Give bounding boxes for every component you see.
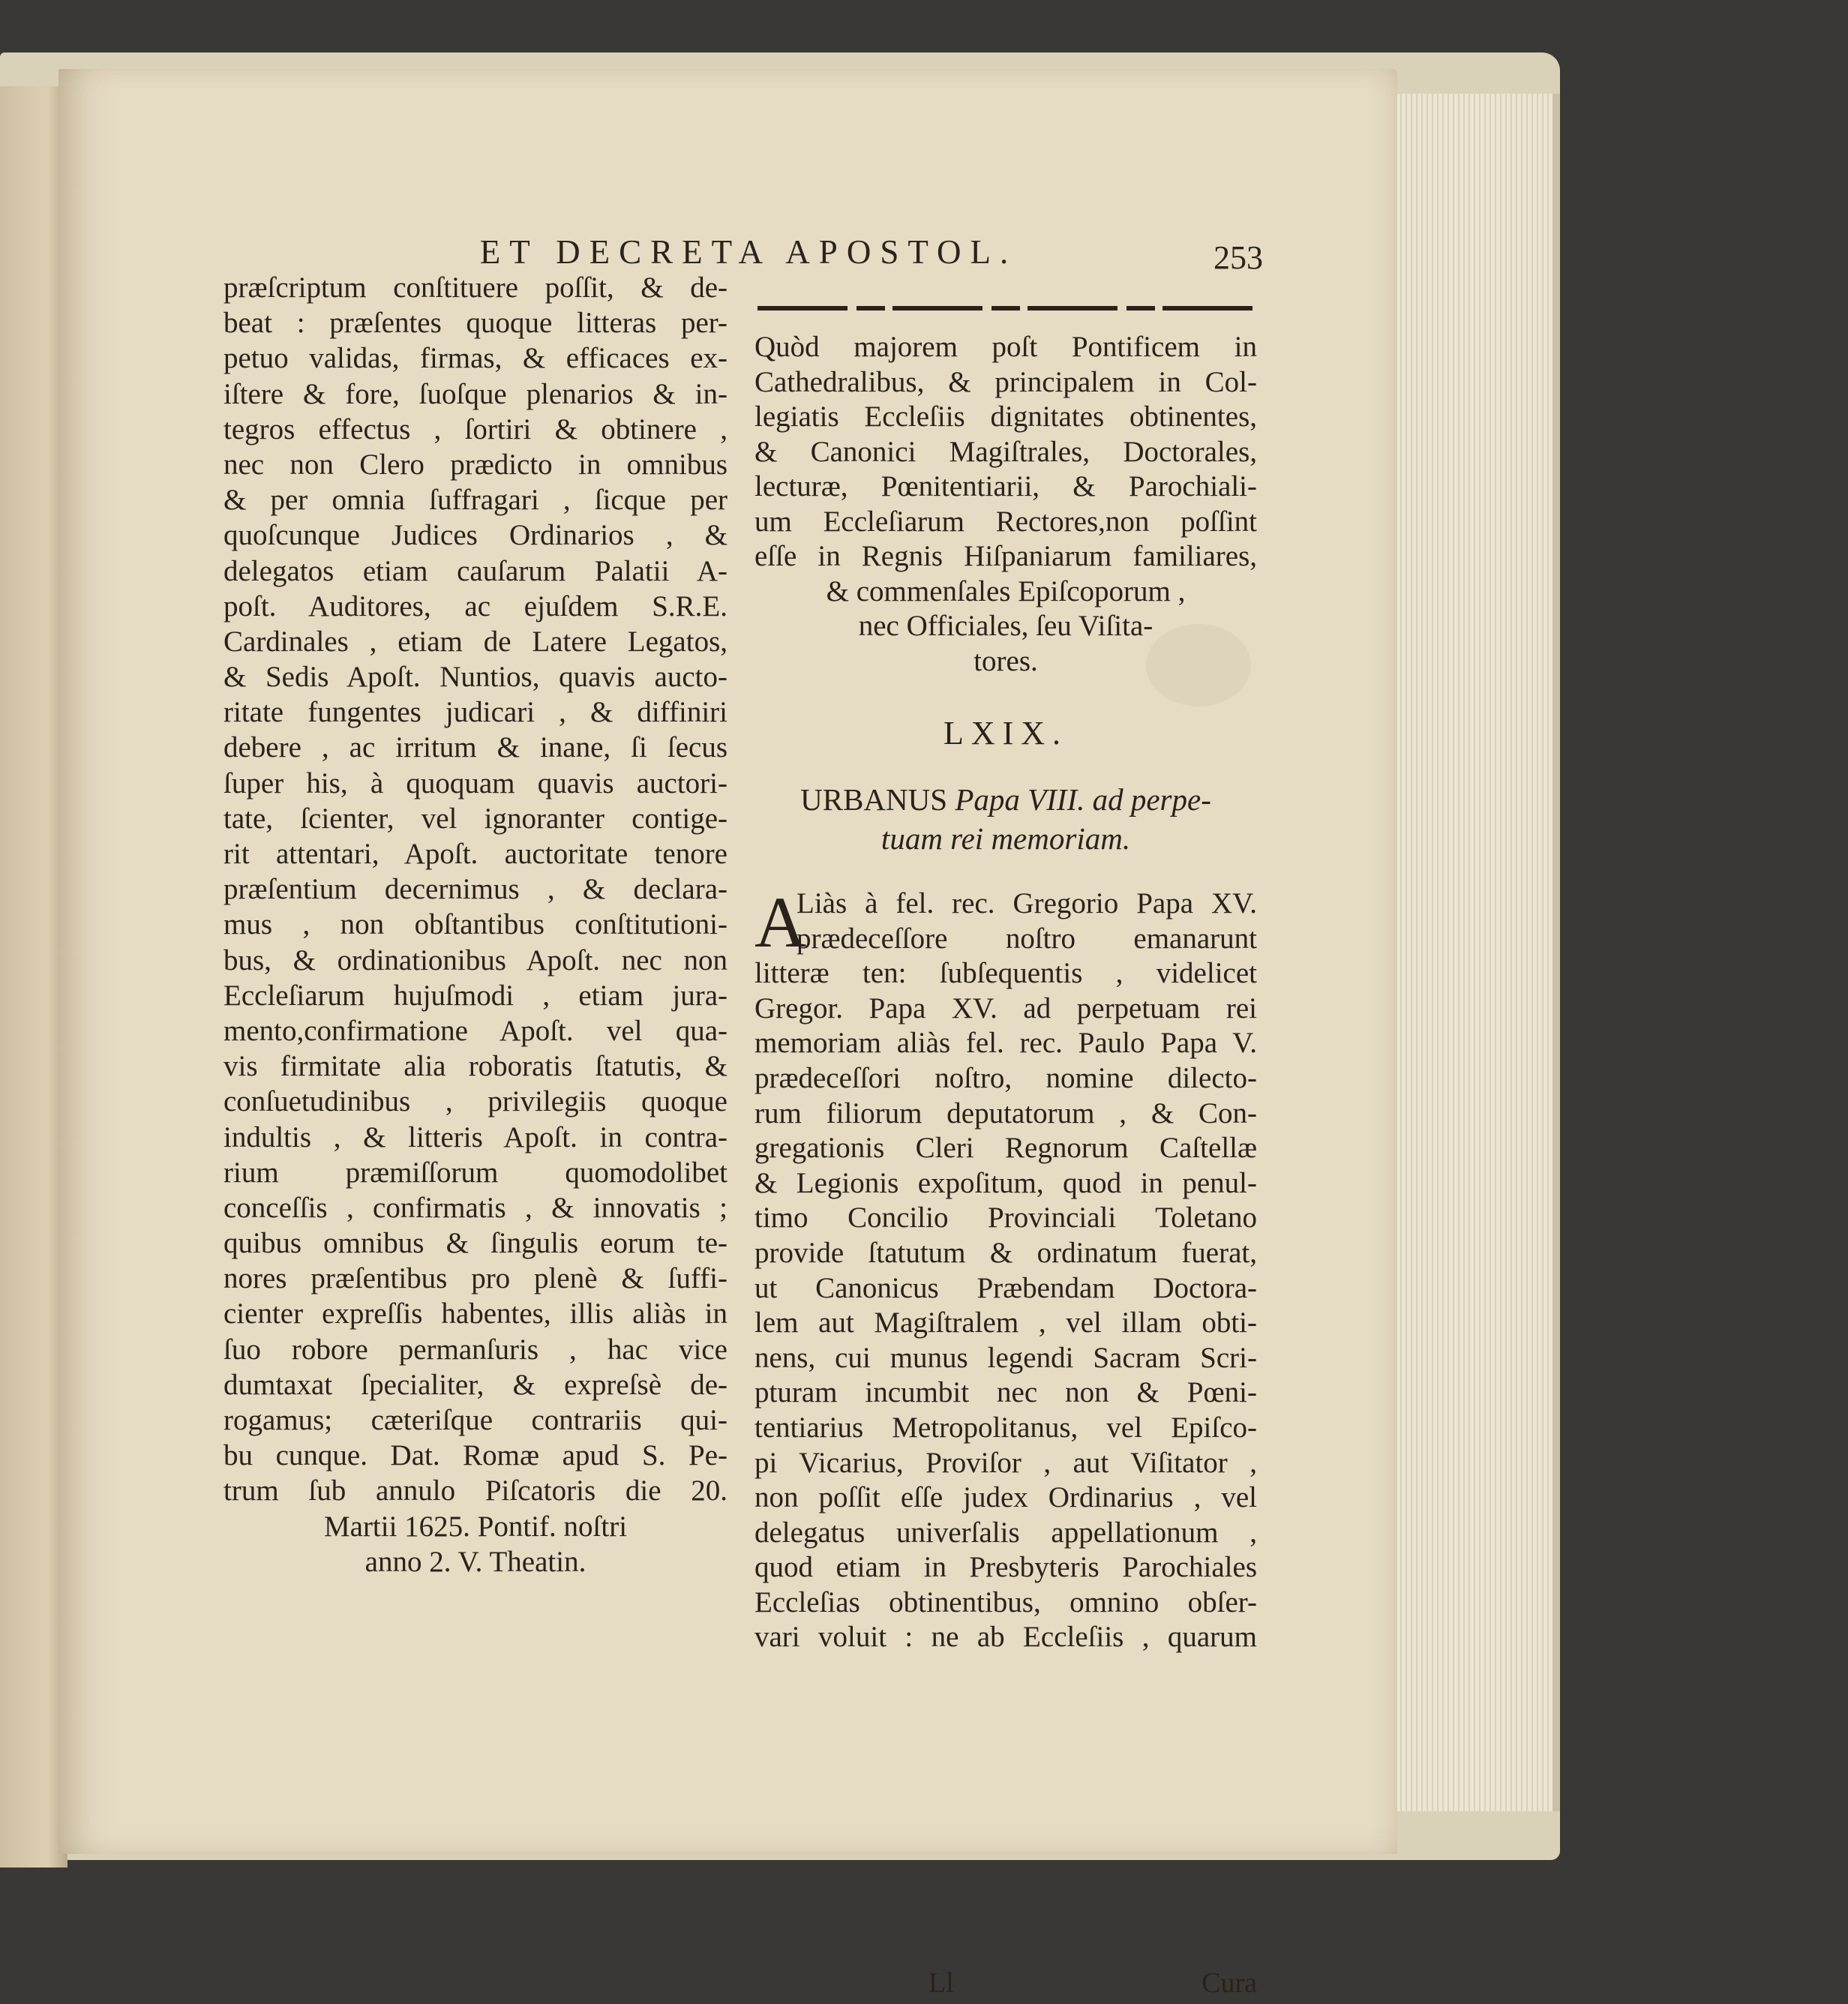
text-line: debere , ac irritum & inane, ſi ſecus xyxy=(224,731,728,764)
facing-page-edge xyxy=(0,86,68,1868)
text-line: præſcriptum conſtituere poſſit, & de- xyxy=(224,272,728,304)
page-edges xyxy=(1391,94,1560,1811)
text-line: memoriam aliàs fel. rec. Paulo Papa V. xyxy=(754,1027,1257,1060)
text-line: legiatis Eccleſiis dignitates obtinentes, xyxy=(754,400,1257,433)
page-footer xyxy=(754,1966,1257,2004)
text-line: timo Concilio Provinciali Toletano xyxy=(754,1202,1257,1234)
summary-block xyxy=(754,330,1257,679)
drop-capital: A xyxy=(754,882,807,962)
running-head: ET DECRETA APOSTOL. xyxy=(479,233,1018,271)
heading-title-1: Papa VIII. ad perpe- xyxy=(955,782,1211,817)
text-line: quibus omnibus & ſingulis eorum te- xyxy=(224,1227,728,1260)
text-line: anno 2. V. Theatin. xyxy=(364,1545,586,1578)
text-line: Quòd majorem poſt Pontificem in xyxy=(754,331,1257,363)
heading-title-2: tuam rei memoriam. xyxy=(880,821,1131,856)
text-line: vis firmitate alia roboratis ſtatutis, & xyxy=(224,1050,728,1083)
text-line: trum ſub annulo Piſcatoris die 20. xyxy=(224,1474,728,1508)
text-line: poſt. Auditores, ac ejuſdem S.R.E. xyxy=(224,590,728,622)
text-line: Gregor. Papa XV. ad perpetuam rei xyxy=(754,992,1257,1024)
text-line: Cathedralibus, & principalem in Col- xyxy=(754,365,1257,398)
text-line: rium præmiſſorum quomodolibet xyxy=(224,1156,728,1189)
text-line: conceſſis , confirmatis , & innovatis ; xyxy=(224,1191,728,1224)
text-line: conſuetudinibus , privilegiis quoque xyxy=(224,1085,728,1118)
text-line: delegatos etiam cauſarum Palatii A- xyxy=(224,554,728,587)
text-line: petuo validas, firmas, & efficaces ex- xyxy=(224,342,728,375)
text-line: prædeceſſore noſtro emanarunt xyxy=(796,922,1257,955)
text-line: præſentium decernimus , & declara- xyxy=(224,873,728,906)
text-line: ſuper his, à quoquam quavis auctori- xyxy=(224,766,728,800)
section-heading xyxy=(754,780,1257,858)
text-line: gregationis Cleri Regnorum Caſtellæ xyxy=(754,1132,1257,1165)
text-line: Liàs à fel. rec. Gregorio Papa XV. xyxy=(796,887,1257,920)
text-line: quod etiam in Presbyteris Parochiales xyxy=(754,1551,1257,1584)
text-line: tate, ſcienter, vel ignoranter contige- xyxy=(224,802,728,835)
text-line: & per omnia ſuffragari , ſicque per xyxy=(224,484,728,517)
text-line: nec Officiales, ſeu Viſita- xyxy=(858,610,1154,642)
text-line: mento,confirmatione Apoſt. vel qua- xyxy=(224,1014,728,1047)
text-line: Eccleſiarum hujuſmodi , etiam jura- xyxy=(224,979,728,1012)
right-body-text xyxy=(754,882,1257,1655)
text-line: bu cunque. Dat. Romæ apud S. Pe- xyxy=(224,1439,728,1472)
text-line: tores. xyxy=(974,644,1038,677)
text-line: Cardinales , etiam de Latere Legatos, xyxy=(224,625,728,658)
text-line: tegros effectus , ſortiri & obtinere , xyxy=(224,412,728,446)
text-line: Eccleſias obtinentibus, omnino obſer- xyxy=(754,1586,1257,1618)
text-line: beat : præſentes quoque litteras per- xyxy=(224,307,728,340)
text-line: non poſſit eſſe judex Ordinarius , vel xyxy=(754,1481,1257,1514)
text-line: rit attentari, Apoſt. auctoritate tenore xyxy=(224,838,728,870)
book-page xyxy=(58,69,1397,1999)
text-line: lem aut Magiſtralem , vel illam obti- xyxy=(754,1306,1257,1340)
ornamental-rule xyxy=(758,306,1258,310)
text-line: lecturæ, Pœnitentiarii, & Parochiali- xyxy=(754,470,1257,502)
text-line: vari voluit : ne ab Eccleſiis , quarum xyxy=(754,1621,1257,1654)
signature-mark: Ll xyxy=(928,1967,954,1999)
text-line: cienter expreſſis habentes, illis aliàs in xyxy=(224,1298,728,1330)
text-line: mus , non obſtantibus conſtitutioni- xyxy=(224,908,728,941)
text-line: & Sedis Apoſt. Nuntios, quavis aucto- xyxy=(224,661,728,694)
text-line: prædeceſſori noſtro, nomine dilecto- xyxy=(754,1061,1257,1094)
text-line: bus, & ordinationibus Apoſt. nec non xyxy=(224,944,728,976)
text-line: ſuo robore permanſuris , hac vice xyxy=(224,1333,728,1366)
text-line: nores præſentibus pro plenè & ſuffi- xyxy=(224,1262,728,1295)
catchword: Cura xyxy=(1202,1967,1257,1999)
text-line: indultis , & litteris Apoſt. in contra- xyxy=(224,1120,728,1154)
text-line: quoſcunque Judices Ordinarios , & xyxy=(224,519,728,552)
text-line: dumtaxat ſpecialiter, & expreſsè de- xyxy=(224,1368,728,1401)
text-line: rum filiorum deputatorum , & Con- xyxy=(754,1096,1257,1130)
text-line: tentiarius Metropolitanus, vel Epiſco- xyxy=(754,1411,1257,1444)
text-line: rogamus; cæteriſque contrariis qui- xyxy=(224,1404,728,1436)
heading-name: URBANUS xyxy=(800,782,948,817)
text-line: ut Canonicus Præbendam Doctora- xyxy=(754,1271,1257,1304)
text-line: iſtere & fore, ſuoſque plenarios & in- xyxy=(224,377,728,410)
page-number: 253 xyxy=(1214,239,1263,276)
text-line: eſſe in Regnis Hiſpaniarum familiares, xyxy=(754,540,1257,572)
text-line: delegatus univerſalis appellationum , xyxy=(754,1516,1257,1549)
text-line: nens, cui munus legendi Sacram Scri- xyxy=(754,1341,1257,1374)
text-line: & Canonici Magiſtrales, Doctorales, xyxy=(754,435,1257,468)
text-line: nec non Clero prædicto in omnibus xyxy=(224,448,728,481)
text-line: provide ſtatutum & ordinatum fuerat, xyxy=(754,1236,1257,1269)
text-line: & commenſales Epiſcoporum , xyxy=(826,574,1186,608)
text-line: pi Vicarius, Proviſor , aut Viſitator , xyxy=(754,1446,1257,1479)
section-number: LXIX. xyxy=(943,715,1069,752)
text-line: ritate fungentes judicari , & diffiniri xyxy=(224,696,728,729)
text-line: um Eccleſiarum Rectores,non poſſint xyxy=(754,505,1257,538)
text-line: litteræ ten: ſubſequentis , videlicet xyxy=(754,957,1257,990)
text-line: & Legionis expoſitum, quod in penul- xyxy=(754,1166,1257,1199)
left-column xyxy=(224,270,728,1580)
text-line: pturam incumbit nec non & Pœni- xyxy=(754,1376,1257,1409)
text-line: Martii 1625. Pontif. noſtri xyxy=(323,1510,628,1543)
